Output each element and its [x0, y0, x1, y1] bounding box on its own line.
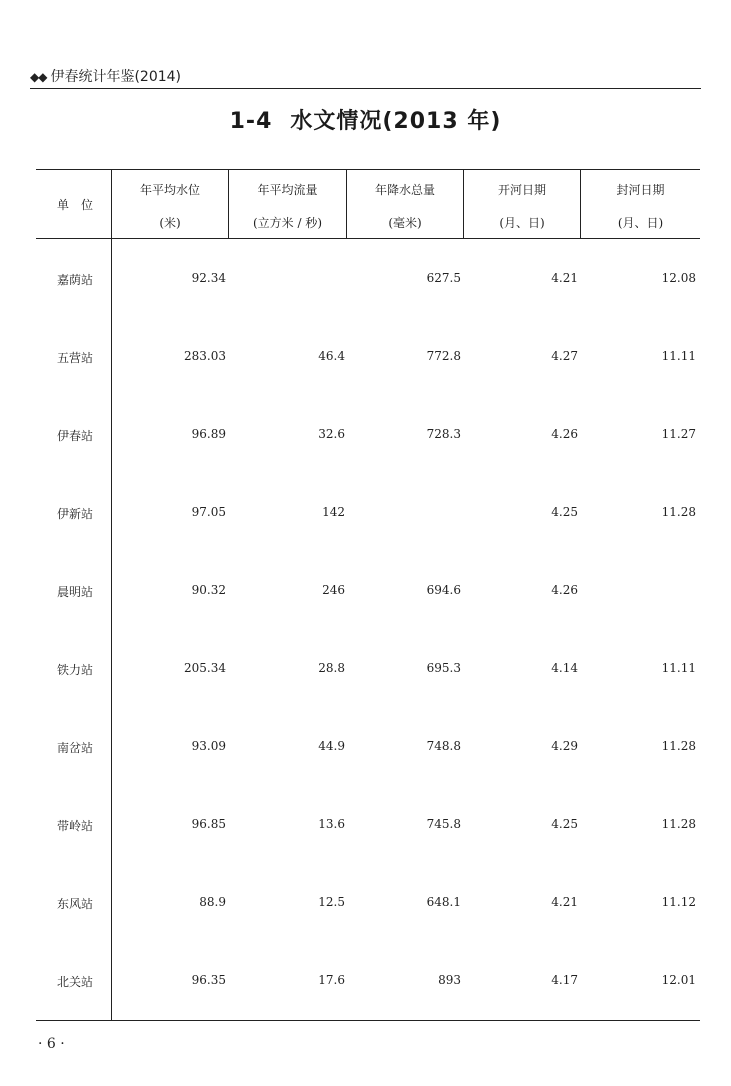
thaw-date-value: 4.26 — [551, 427, 578, 441]
precipitation-value: 728.3 — [426, 427, 461, 441]
water-level-value: 96.35 — [191, 973, 226, 987]
column-header-name: 年降水总量 — [374, 183, 435, 197]
flow-value: 13.6 — [318, 817, 345, 831]
water-level-value: 93.09 — [191, 739, 226, 753]
table-title — [0, 104, 731, 135]
water-level-value: 92.34 — [191, 271, 226, 285]
thaw-date-value: 4.27 — [551, 349, 578, 363]
thaw-date-value: 4.26 — [551, 583, 578, 597]
freeze-date-value: 11.27 — [661, 427, 696, 441]
flow-value: 32.6 — [318, 427, 345, 441]
column-header-unit: (月、日) — [499, 216, 545, 230]
column-header-unit: (米) — [159, 216, 181, 230]
table-header-rule — [36, 238, 700, 239]
station-name: 南岔站 — [56, 741, 93, 755]
station-name: 东风站 — [56, 897, 93, 911]
table-top-rule — [36, 169, 700, 170]
freeze-date-value: 11.28 — [661, 739, 696, 753]
thaw-date-value: 4.17 — [551, 973, 578, 987]
station-name: 嘉荫站 — [56, 273, 93, 287]
flow-value: 142 — [322, 505, 345, 519]
station-name: 带岭站 — [56, 819, 93, 833]
freeze-date-value: 11.11 — [661, 349, 696, 363]
station-name: 铁力站 — [56, 663, 93, 677]
table-bottom-rule — [36, 1020, 700, 1021]
flow-value: 12.5 — [318, 895, 345, 909]
flow-value: 44.9 — [318, 739, 345, 753]
water-level-value: 205.34 — [184, 661, 226, 675]
freeze-date-value: 11.12 — [661, 895, 696, 909]
precipitation-value: 694.6 — [426, 583, 461, 597]
thaw-date-value: 4.14 — [551, 661, 578, 675]
thaw-date-value: 4.21 — [551, 271, 578, 285]
station-name: 伊春站 — [56, 429, 93, 443]
flow-value: 28.8 — [318, 661, 345, 675]
water-level-value: 88.9 — [199, 895, 226, 909]
table-number: 1-4 — [229, 109, 273, 134]
flow-value: 246 — [322, 583, 345, 597]
water-level-value: 283.03 — [184, 349, 226, 363]
station-name: 北关站 — [56, 975, 93, 989]
water-level-value: 96.89 — [191, 427, 226, 441]
precipitation-value: 772.8 — [426, 349, 461, 363]
table-title-text: 水文情况(2013 年) — [290, 109, 502, 134]
water-level-value: 97.05 — [191, 505, 226, 519]
column-header-unit: (立方米 / 秒) — [252, 216, 323, 230]
freeze-date-value: 11.28 — [661, 505, 696, 519]
running-header — [30, 66, 181, 86]
precipitation-value: 893 — [438, 973, 461, 987]
book-title: 伊春统计年鉴(2014) — [50, 69, 182, 85]
stub-header: 单 位 — [56, 198, 93, 212]
column-header-name: 年平均流量 — [257, 183, 318, 197]
thaw-date-value: 4.25 — [551, 505, 578, 519]
station-name: 五营站 — [56, 351, 93, 365]
freeze-date-value: 11.11 — [661, 661, 696, 675]
precipitation-value: 748.8 — [426, 739, 461, 753]
diamond-bullet-icon: ◆◆ — [30, 70, 47, 84]
page-number: · 6 · — [38, 1036, 65, 1052]
thaw-date-value: 4.25 — [551, 817, 578, 831]
water-level-value: 90.32 — [191, 583, 226, 597]
freeze-date-value: 12.01 — [661, 973, 696, 987]
freeze-date-value: 11.28 — [661, 817, 696, 831]
precipitation-value: 695.3 — [426, 661, 461, 675]
thaw-date-value: 4.21 — [551, 895, 578, 909]
station-name: 伊新站 — [56, 507, 93, 521]
flow-value: 17.6 — [318, 973, 345, 987]
precipitation-value: 627.5 — [426, 271, 461, 285]
column-header-name: 开河日期 — [497, 183, 546, 197]
precipitation-value: 648.1 — [426, 895, 461, 909]
column-header-unit: (月、日) — [617, 216, 664, 230]
column-header-unit: (毫米) — [388, 216, 422, 230]
column-header-name: 封河日期 — [616, 183, 665, 197]
water-level-value: 96.85 — [191, 817, 226, 831]
thaw-date-value: 4.29 — [551, 739, 578, 753]
header-rule — [30, 88, 701, 89]
flow-value: 46.4 — [318, 349, 345, 363]
station-name: 晨明站 — [56, 585, 93, 599]
precipitation-value: 745.8 — [426, 817, 461, 831]
freeze-date-value: 12.08 — [661, 271, 696, 285]
column-header-name: 年平均水位 — [139, 183, 200, 197]
